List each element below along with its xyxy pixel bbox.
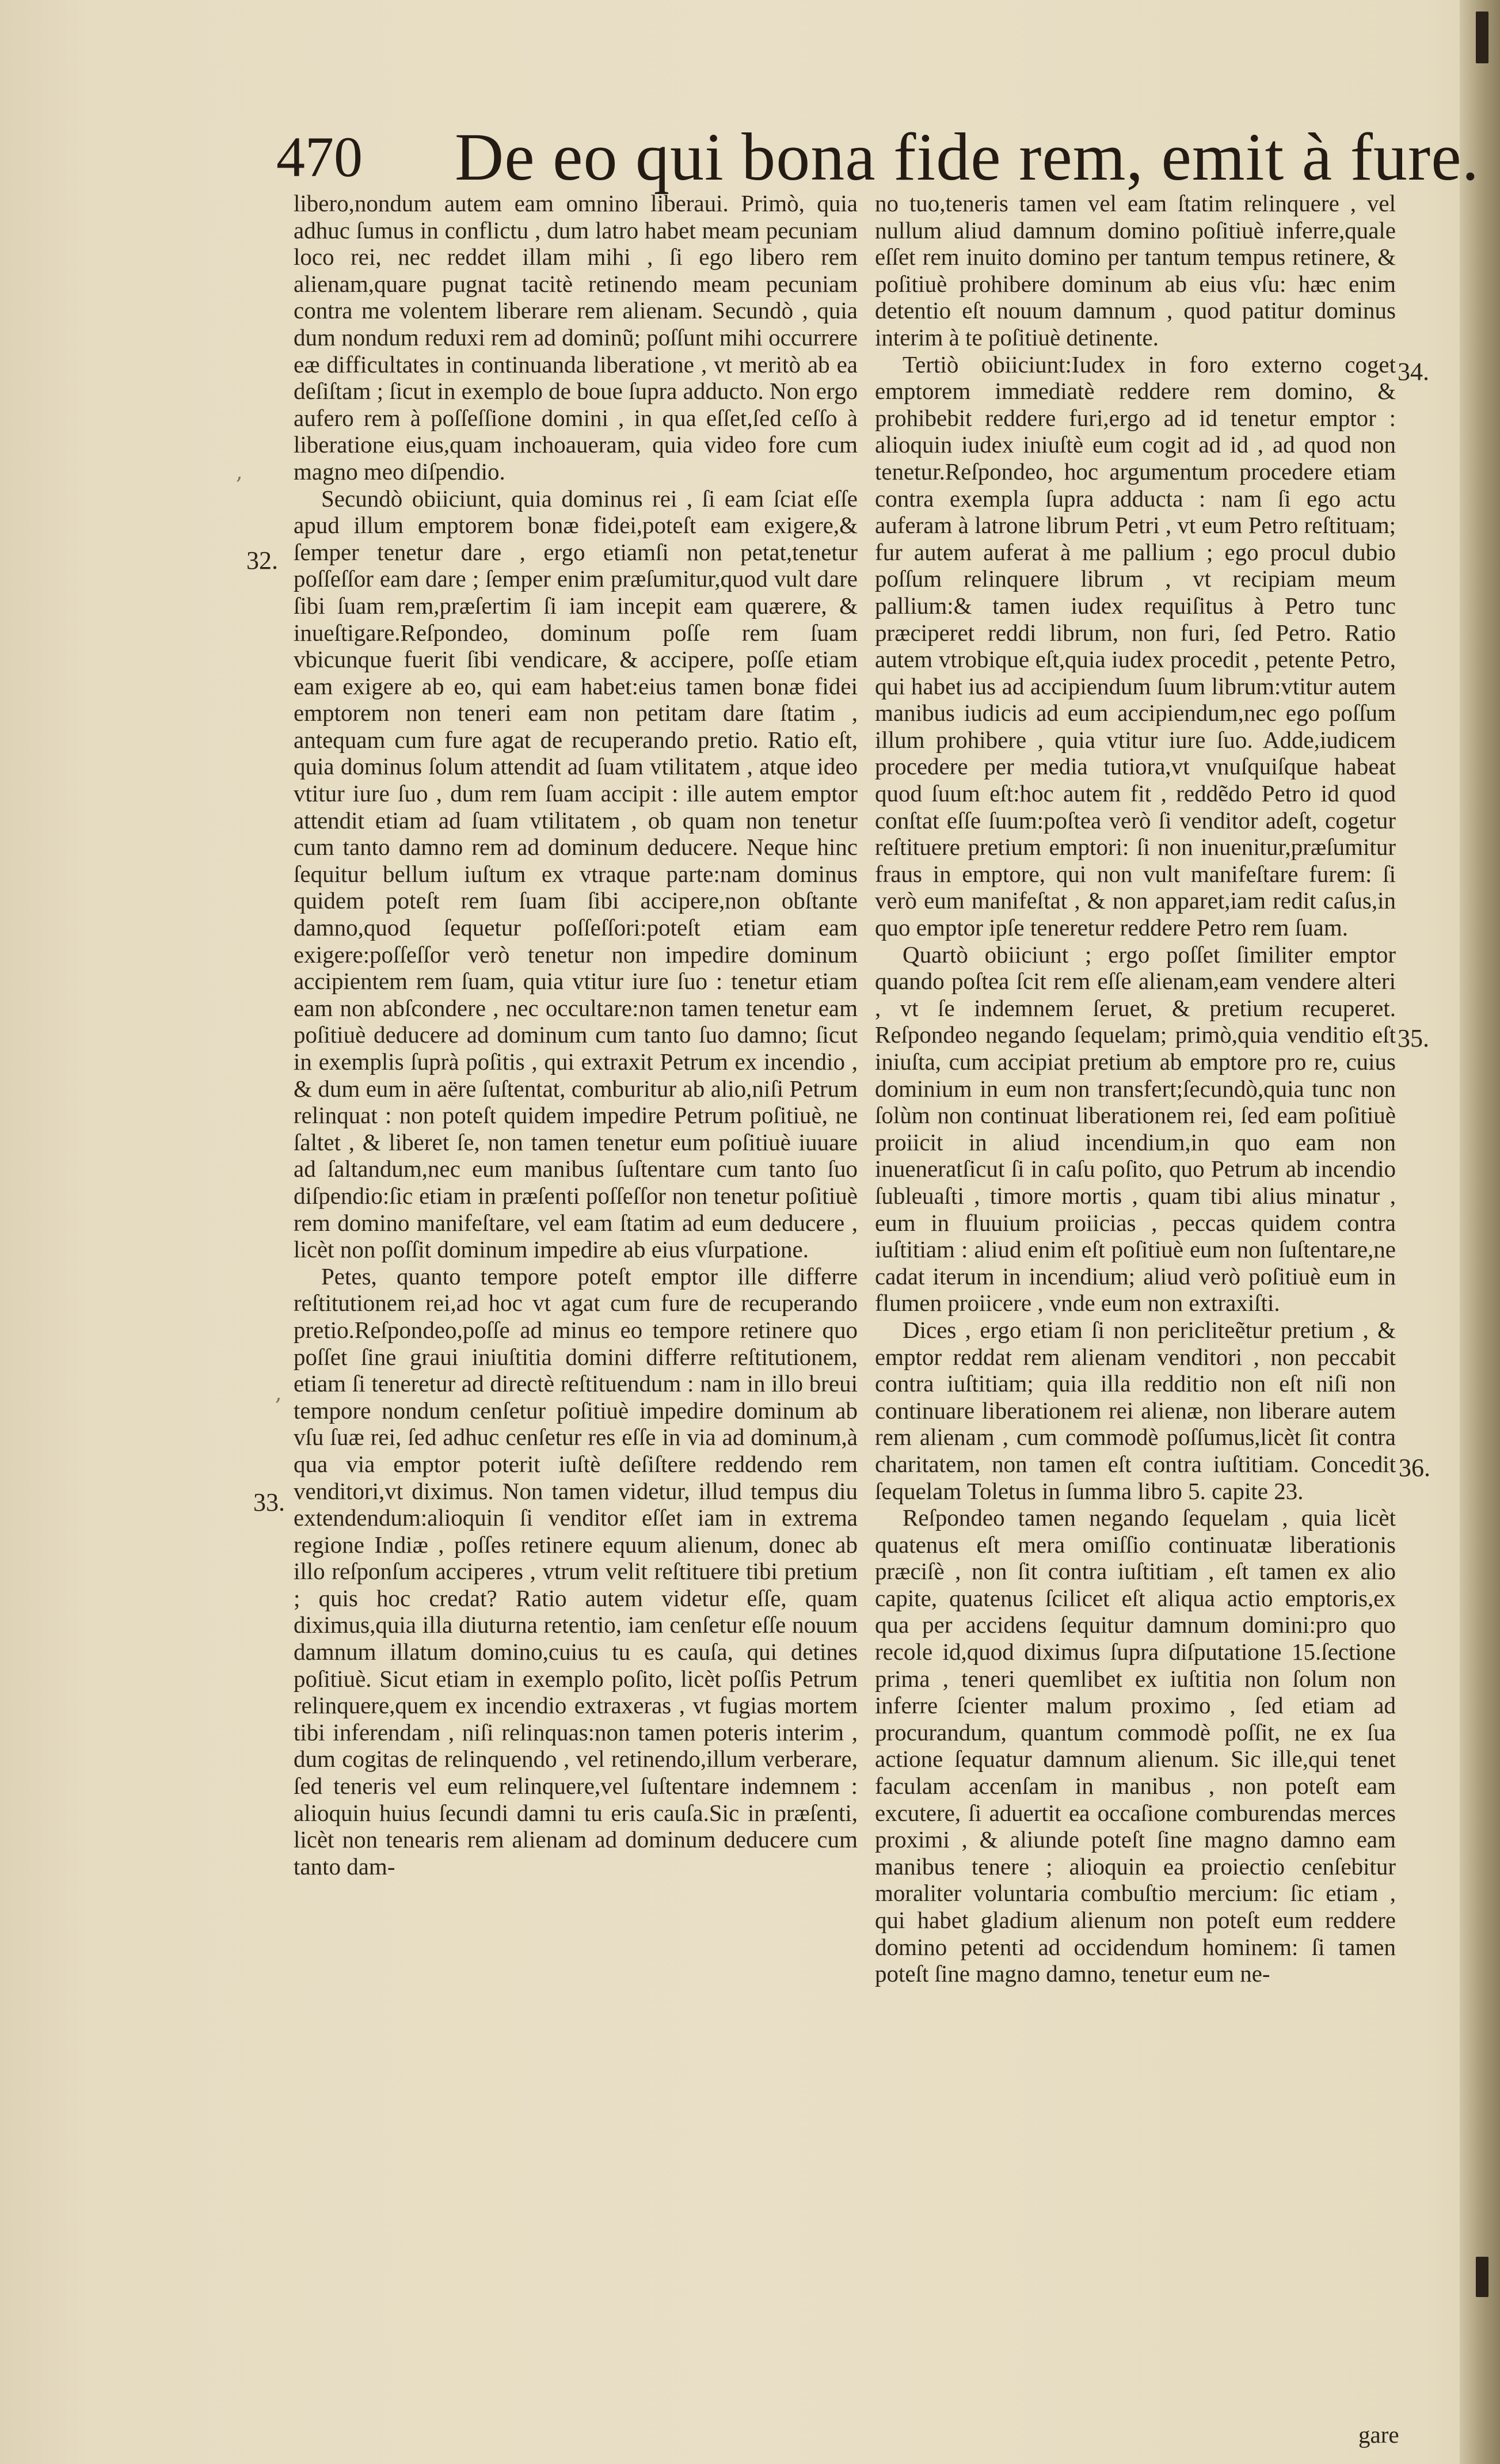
edge-mark xyxy=(1476,12,1488,63)
page-number: 470 xyxy=(276,125,363,189)
pencil-mark: , xyxy=(236,461,243,484)
paragraph: libero,nondum autem eam omnino liberaui. Primò, quia adhuc ſumus in conflictu , dum latro habet meam pecuniam loco rei, nec reddet illam mihi , ſi ego libero rem alienam,quare pugnat tacitè retinendo meam pecuniam contra me volentem liberare rem alienam. Secundò , quia dum nondum reduxi rem ad dominũ; poſſunt mihi occurrere eæ difficultates in continuanda liberatione , vt meritò ab ea deſiſtam ; ſicut in exemplo de boue ſupra adducto. Non ergo aufero rem à poſſeſſione domini , in qua eſſet,ſed ceſſo à liberatione eius,quam inchoaueram, quia video fore cum magno meo diſpendio. xyxy=(294,190,858,485)
margin-number-32: 32. xyxy=(246,546,278,575)
paragraph: no tuo,teneris tamen vel eam ſtatim relinquere , vel nullum aliud damnum domino poſitiuè inferre,quale eſſet rem inuito domino per tantum tempus retinere, & poſitiuè prohibere dominum ab eius vſu: hæc enim detentio eſt nouum damnum , quod patitur dominus interim à te poſitiuè detinente. xyxy=(875,190,1396,351)
catchword: gare xyxy=(1358,2421,1399,2448)
right-column xyxy=(875,190,1396,1987)
edge-mark xyxy=(1476,2257,1488,2297)
margin-number-36: 36. xyxy=(1399,1454,1430,1482)
paragraph: Secundò obiiciunt, quia dominus rei , ſi eam ſciat eſſe apud illum emptorem bonæ fidei,poteſt eam exigere,& ſemper tenetur dare , ergo etiamſi non petat,tenetur poſſeſſor eam dare ; ſemper enim præſumitur,quod vult dare ſibi ſuam rem,præſertim ſi iam incepit eam quærere, & inueſtigare.Reſpondeo, dominum poſſe rem ſuam vbicunque fuerit ſibi vendicare, & accipere, poſſe etiam eam exigere ab eo, qui eam habet:eius tamen bonæ fidei emptorem non teneri eam non petitam dare ſtatim , antequam cum fure agat de recuperando pretio. Ratio eſt, quia dominus ſolum attendit ad ſuam vtilitatem , atque ideo vtitur iure ſuo , dum rem ſuam accipit : ille autem emptor attendit etiam ad ſuam vtilitatem , ob quam non tenetur cum tanto damno rem ad dominum deducere. Neque hinc ſequitur bellum iuſtum ex vtraque parte:nam dominus quidem poteſt rem ſuam ſibi accipere,non obſtante damno,quod ſequetur poſſeſſori:poteſt etiam eam exigere:poſſeſſor verò tenetur non impedire dominum accipientem rem ſuam, quia vtitur iure ſuo : tenetur etiam eam non abſcondere , nec occultare:non tamen tenetur eam poſitiuè deducere ad dominum cum tanto ſuo damno; ſicut in exemplis ſuprà poſitis , qui extraxit Petrum ex incendio , & dum eum in aëre ſuſtentat, comburitur ab alio,niſi Petrum relinquat : non poteſt quidem impedire Petrum poſitiuè, ne ſaltet , & liberet ſe, non tamen tenetur eum poſitiuè iuuare ad ſaltandum,nec eum manibus ſuſtentare cum tanto ſuo diſpendio:ſic etiam in præſenti poſſeſſor non tenetur poſitiuè rem domino manifeſtare, vel eam ſtatim ad eum deducere , licèt non poſſit dominum impedire ab eius vſurpatione. xyxy=(294,485,858,1263)
paragraph: Quartò obiiciunt ; ergo poſſet ſimiliter emptor quando poſtea ſcit rem eſſe alienam,eam vendere alteri , vt ſe indemnem ſeruet, & pretium recuperet. Reſpondeo negando ſequelam; primò,quia venditio eſt iniuſta, cum accipiat pretium ab emptore pro re, cuius dominium in eum non transfert;ſecundò,quia tunc non ſolùm non continuat liberationem rei, ſed eam poſitiuè proiicit in aliud incendium,in quo eam non inueneratſicut ſi in caſu poſito, quo Petrum ab incendio ſubleuaſti , timore mortis , quam tibi alius minatur , eum in fluuium proiicias , peccas quidem contra iuſtitiam : aliud enim eſt poſitiuè eum non ſuſtentare,ne cadat iterum in incendium; aliud verò poſitiuè eum in flumen proiicere , vnde eum non extraxiſti. xyxy=(875,941,1396,1317)
margin-number-35: 35. xyxy=(1398,1024,1429,1052)
paragraph: Dices , ergo etiam ſi non pericliteẽtur pretium , & emptor reddat rem alienam venditori , non peccabit contra iuſtitiam; quia illa redditio non eſt niſi non continuare liberationem rei alienæ, non liberare autem rem alienam , cum commodè poſſumus,licèt ſit contra charitatem, non tamen eſt contra iuſtitiam. Concedit ſequelam Toletus in ſumma libro 5. capite 23. xyxy=(875,1316,1396,1504)
paragraph: Reſpondeo tamen negando ſequelam , quia licèt quatenus eſt mera omiſſio continuatæ liberationis præciſè , non ſit contra iuſtitiam , eſt tamen ex alio capite, quatenus ſcilicet eſt aliqua actio emptoris,ex qua per accidens ſequitur damnum domini:pro quo recole id,quod diximus ſupra diſputatione 15.ſectione prima , teneri quemlibet ex iuſtitia non ſolum non inferre ſcienter malum proximo , ſed etiam ad procurandum, quantum commodè poſſit, ne ex ſua actione ſequatur damnum alienum. Sic ille,qui tenet faculam accenſam in manibus , non poteſt eam excutere, ſi aduertit ea occaſione comburendas merces proximi , & aliunde poteſt ſine magno damno eam manibus tenere ; alioquin ea proiectio cenſebitur moraliter voluntaria combuſtio mercium: ſic etiam , qui habet gladium alienum non poteſt eum reddere domino petenti ad occidendum hominem: ſi tamen poteſt ſine magno damno, tenetur eum ne- xyxy=(875,1504,1396,1987)
page-header xyxy=(276,118,1480,199)
margin-number-34: 34. xyxy=(1398,358,1429,386)
paragraph: Petes, quanto tempore poteſt emptor ille differre reſtitutionem rei,ad hoc vt agat cum fure de recuperando pretio.Reſpondeo,poſſe ad minus eo tempore retinere quo poſſet ſine graui iniuſtitia domini differre reſtitutionem, etiam ſi teneretur ad directè reſtituendum : nam in illo breui tempore nondum cenſetur poſitiuè impedire dominum ab vſu ſuæ rei, ſed adhuc cenſetur res eſſe in via ad dominum,à qua via emptor poterit iuſtè deſiſtere reddendo rem venditori,vt diximus. Non tamen videtur, illud tempus diu extendendum:alioquin ſi venditor eſſet iam in extrema regione Indiæ , poſſes retinere equum alienum, donec ab illo reſponſum acciperes , vtrum velit reſtituere tibi pretium ; quis hoc credat? Ratio autem videtur eſſe, quam diximus,quia illa diuturna retentio, iam cenſetur eſſe nouum damnum illatum domino,cuius tu es cauſa, qui detines poſitiuè. Sicut etiam in exemplo poſito, licèt poſſis Petrum relinquere,quem ex incendio extraxeras , vt fugias mortem tibi inferendam , niſi relinquas:non tamen poteris interim , dum cogitas de relinquendo , vel retinendo,illum verberare, ſed teneris vel eum relinquere,vel ſuſtentare indemnem : alioquin huius ſecundi damni tu eris cauſa.Sic in præſenti, licèt non tenearis rem alienam ad dominum deducere cum tanto dam- xyxy=(294,1263,858,1880)
running-title: De eo qui bona fide rem, emit à fure. xyxy=(455,119,1480,195)
left-column xyxy=(294,190,858,1880)
margin-number-33: 33. xyxy=(253,1488,285,1516)
pencil-mark: , xyxy=(275,1382,282,1405)
paragraph: Tertiò obiiciunt:Iudex in foro externo coget emptorem immediatè reddere rem domino, & prohibebit reddere furi,ergo ad id tenetur emptor : alioquin iudex iniuſtè eum cogit ad id , ad quod non tenetur.Reſpondeo, hoc argumentum procedere etiam contra exempla ſupra adducta : nam ſi ego actu auferam à latrone librum Petri , vt eum Petro reſtituam; fur autem auferat à me pallium ; ego procul dubio poſſum relinquere librum , vt recipiam meum pallium:& tamen iudex requiſitus à Petro tunc præciperet reddi librum, non furi, ſed Petro. Ratio autem vtrobique eſt,quia iudex procedit , petente Petro, qui habet ius ad accipiendum ſuum librum:vtitur autem manibus iudicis ad eum accipiendum,nec ego poſſum illum prohibere , quia vtitur iure ſuo. Adde,iudicem procedere per media tutiora,vt vnuſquiſque habeat quod ſuum eſt:hoc autem fit , reddẽdo Petro id quod conſtat eſſe ſuum:poſtea verò ſi venditor adeſt, cogetur reſtituere pretium emptori: ſi non inuenitur,præſumitur fraus in emptore, qui non vult manifeſtare furem: ſi verò eum manifeſtat , & non apparet,iam redit caſus,in quo emptor ipſe teneretur reddere Petro rem ſuam. xyxy=(875,351,1396,941)
page-gutter-edge xyxy=(1460,0,1500,2464)
